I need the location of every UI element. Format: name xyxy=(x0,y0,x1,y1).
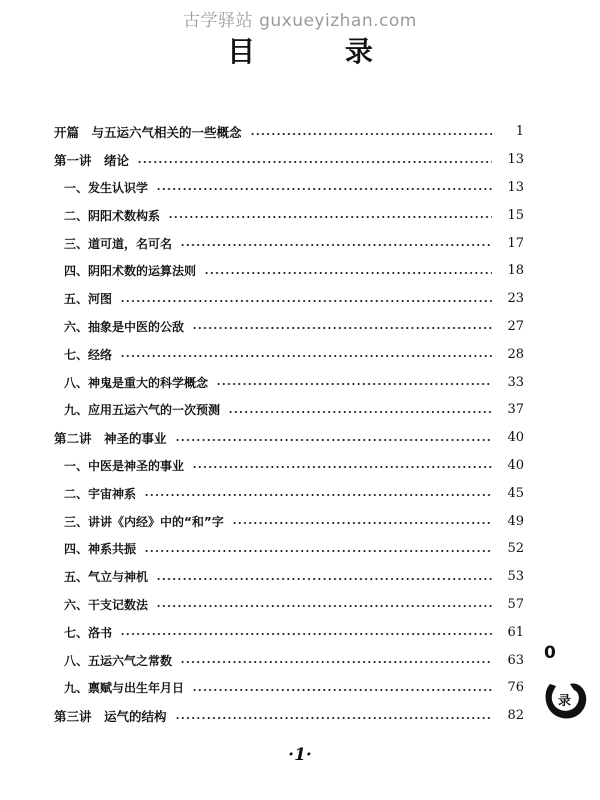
toc-chapter-entry[interactable] xyxy=(54,118,524,146)
toc-entry-page-number: 23 xyxy=(507,291,524,307)
toc-entry-label: 六、抽象是中医的公敌 xyxy=(64,319,185,334)
toc-entry-label: 二、宇宙神系 xyxy=(64,486,137,501)
watermark: 古学驿站 guxueyizhan.com xyxy=(183,11,417,31)
dot-leader xyxy=(192,466,492,468)
dot-leader xyxy=(175,717,492,719)
dot-leader xyxy=(156,605,492,607)
toc-entry-label: 六、干支记数法 xyxy=(64,597,149,612)
toc-entry-page-number: 76 xyxy=(507,680,524,696)
toc-entry-label: 三、道可道，名可名 xyxy=(64,236,173,251)
toc-entry-page-number: 40 xyxy=(507,430,524,446)
toc-entry-label: 三、讲讲《内经》中的“和”字 xyxy=(64,514,224,529)
dot-leader xyxy=(168,216,492,218)
toc-entry-page-number: 82 xyxy=(507,708,524,724)
page-number: ·1· xyxy=(288,745,312,765)
toc-entry-page-number: 13 xyxy=(507,179,524,195)
toc-section-entry[interactable] xyxy=(54,257,524,285)
toc-section-entry[interactable] xyxy=(54,340,524,368)
toc-entry-page-number: 40 xyxy=(507,457,524,473)
toc-section-entry[interactable] xyxy=(54,618,524,646)
toc-entry-label: 七、经络 xyxy=(64,347,113,362)
toc-entry-label: 二、阴阳术数构系 xyxy=(64,208,161,223)
dot-leader xyxy=(120,355,492,357)
toc-section-entry[interactable] xyxy=(54,174,524,202)
toc-entry-label: 第三讲 运气的结构 xyxy=(54,708,167,724)
toc-entry-label: 五、河图 xyxy=(64,292,113,307)
toc-entry-label: 一、中医是神圣的事业 xyxy=(64,458,185,473)
toc-section-entry[interactable] xyxy=(54,535,524,563)
toc-section-entry[interactable] xyxy=(54,507,524,535)
toc-entry-page-number: 13 xyxy=(507,152,524,168)
toc-entry-page-number: 33 xyxy=(507,374,524,390)
toc-entry-page-number: 63 xyxy=(507,652,524,668)
toc-entry-page-number: 45 xyxy=(507,485,524,501)
thumb-index-tab xyxy=(536,640,596,740)
toc-entry-page-number: 37 xyxy=(507,402,524,418)
dot-leader xyxy=(216,383,492,385)
toc-entry-label: 五、气立与神机 xyxy=(64,570,149,585)
toc-section-entry[interactable] xyxy=(54,229,524,257)
toc-entry-label: 开篇 与五运六气相关的一些概念 xyxy=(54,124,242,140)
dot-leader xyxy=(192,689,492,691)
toc-chapter-entry[interactable] xyxy=(54,146,524,174)
toc-entry-page-number: 1 xyxy=(515,124,524,140)
toc-entry-label: 一、发生认识学 xyxy=(64,180,149,195)
toc-section-entry[interactable] xyxy=(54,201,524,229)
toc-entry-page-number: 27 xyxy=(507,318,524,334)
dot-leader xyxy=(156,578,492,580)
dot-leader xyxy=(137,161,492,163)
toc-entry-label: 九、应用五运六气的一次预测 xyxy=(64,403,221,418)
toc-entry-label: 七、洛书 xyxy=(64,625,113,640)
toc-entry-label: 第二讲 神圣的事业 xyxy=(54,430,167,446)
dot-leader xyxy=(180,661,492,663)
toc-entry-page-number: 17 xyxy=(507,235,524,251)
toc-entry-page-number: 15 xyxy=(507,207,524,223)
toc-entry-page-number: 53 xyxy=(507,569,524,585)
toc-entry-label: 四、阴阳术数的运算法则 xyxy=(64,264,197,279)
dot-leader xyxy=(175,439,492,441)
toc-entry-label: 八、神鬼是重大的科学概念 xyxy=(64,375,209,390)
dot-leader xyxy=(144,550,492,552)
toc-section-entry[interactable] xyxy=(54,674,524,702)
toc-entry-page-number: 61 xyxy=(507,624,524,640)
toc-section-entry[interactable] xyxy=(54,563,524,591)
dot-leader xyxy=(228,411,492,413)
toc-section-entry[interactable] xyxy=(54,396,524,424)
dot-leader xyxy=(120,633,492,635)
toc-section-entry[interactable] xyxy=(54,591,524,619)
toc-section-entry[interactable] xyxy=(54,479,524,507)
toc-entry-page-number: 52 xyxy=(507,541,524,557)
toc-entry-page-number: 28 xyxy=(507,346,524,362)
thumb-tab-char: 录 xyxy=(558,694,572,709)
page-title: 目 录 xyxy=(227,35,413,68)
toc-section-entry[interactable] xyxy=(54,368,524,396)
toc-entry-label: 九、禀赋与出生年月日 xyxy=(64,681,185,696)
dot-leader xyxy=(180,244,492,246)
dot-leader xyxy=(156,188,492,190)
toc-chapter-entry[interactable] xyxy=(54,424,524,452)
toc-entry-label: 四、神系共振 xyxy=(64,542,137,557)
toc-chapter-entry[interactable] xyxy=(54,702,524,730)
toc-entry-page-number: 18 xyxy=(507,263,524,279)
toc-entry-label: 八、五运六气之常数 xyxy=(64,653,173,668)
toc-entry-page-number: 57 xyxy=(507,596,524,612)
dot-leader xyxy=(192,327,492,329)
toc-entry-label: 第一讲 绪论 xyxy=(54,152,130,168)
dot-leader xyxy=(232,522,492,524)
thumb-tab-mark: 0 xyxy=(544,643,556,663)
toc-section-entry[interactable] xyxy=(54,285,524,313)
table-of-contents xyxy=(54,118,524,730)
toc-section-entry[interactable] xyxy=(54,313,524,341)
dot-leader xyxy=(204,272,492,274)
dot-leader xyxy=(120,300,492,302)
dot-leader xyxy=(144,494,492,496)
toc-section-entry[interactable] xyxy=(54,452,524,480)
toc-section-entry[interactable] xyxy=(54,646,524,674)
toc-entry-page-number: 49 xyxy=(507,513,524,529)
dot-leader xyxy=(250,133,492,135)
